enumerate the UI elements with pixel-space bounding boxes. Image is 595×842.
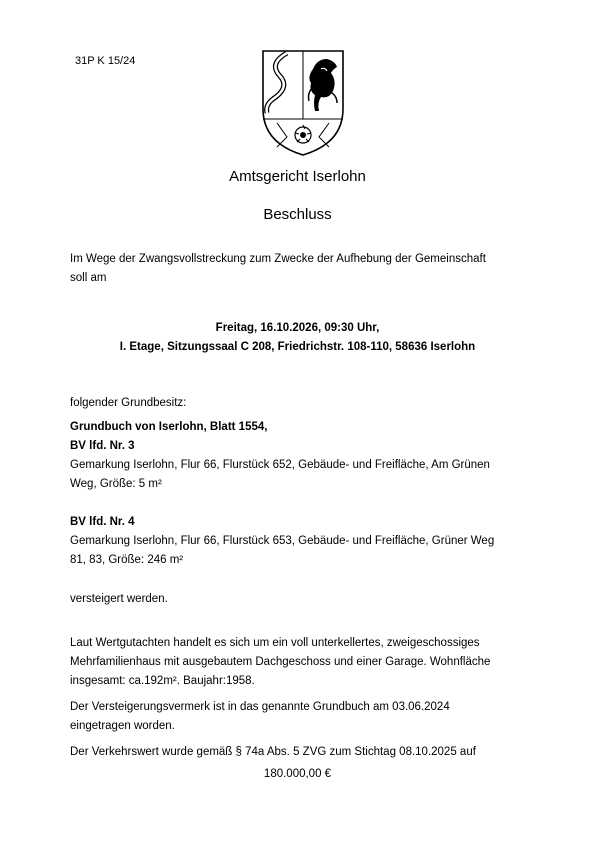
appraisal-line-1: Laut Wertgutachten handelt es sich um ein voll unterkellertes, zweigeschossiges bbox=[70, 637, 480, 649]
item-2-line-2: 81, 83, Größe: 246 m² bbox=[70, 554, 184, 566]
item-1-line-1: Gemarkung Iserlohn, Flur 66, Flurstück 652, Gebäude- und Freifläche, Am Grünen bbox=[70, 459, 490, 471]
intro-line-2: soll am bbox=[70, 272, 107, 284]
item-2-heading: BV lfd. Nr. 4 bbox=[70, 516, 135, 528]
property-label: folgender Grundbesitz: bbox=[70, 397, 187, 409]
market-value-line: Der Verkehrswert wurde gemäß § 74a Abs. 5 ZVG zum Stichtag 08.10.2025 auf bbox=[70, 746, 476, 758]
item-1-line-2: Weg, Größe: 5 m² bbox=[70, 478, 162, 490]
appraisal-line-2: Mehrfamilienhaus mit ausgebautem Dachgeschoss und einer Garage. Wohnfläche bbox=[70, 656, 491, 668]
item-2-line-1: Gemarkung Iserlohn, Flur 66, Flurstück 653, Gebäude- und Freifläche, Grüner Weg bbox=[70, 535, 495, 547]
appraisal-line-3: insgesamt: ca.192m². Baujahr:1958. bbox=[70, 675, 255, 687]
appointment-date: Freitag, 16.10.2026, 09:30 Uhr, bbox=[215, 322, 380, 334]
register-note-line-1: Der Versteigerungsvermerk ist in das genannte Grundbuch am 03.06.2024 bbox=[70, 701, 450, 713]
market-value-amount: 180.000,00 € bbox=[263, 768, 332, 780]
court-name: Amtsgericht Iserlohn bbox=[229, 168, 366, 185]
case-reference: 31P K 15/24 bbox=[75, 55, 136, 67]
land-register: Grundbuch von Iserlohn, Blatt 1554, bbox=[70, 421, 268, 433]
intro-line-1: Im Wege der Zwangsvollstreckung zum Zwecke der Aufhebung der Gemeinschaft bbox=[70, 253, 486, 265]
register-note-line-2: eingetragen worden. bbox=[70, 720, 175, 732]
coat-of-arms-icon bbox=[257, 47, 349, 157]
auction-closing: versteigert werden. bbox=[70, 593, 168, 605]
appointment-location: I. Etage, Sitzungssaal C 208, Friedrichstr. 108-110, 58636 Iserlohn bbox=[119, 341, 476, 353]
item-1-heading: BV lfd. Nr. 3 bbox=[70, 440, 135, 452]
document-title: Beschluss bbox=[263, 206, 332, 223]
